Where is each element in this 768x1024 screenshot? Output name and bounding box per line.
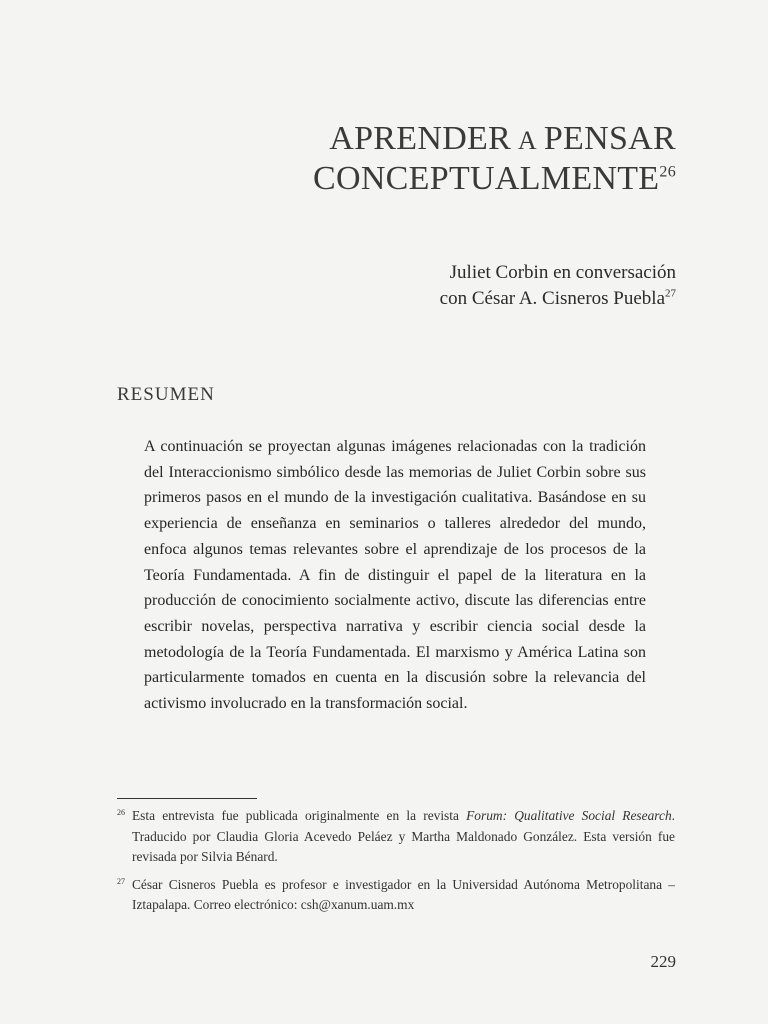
title-word-pensar: PENSAR [543,120,676,157]
title-line-1 [313,120,676,160]
section-heading-resumen: RESUMEN [117,384,215,405]
title-word-a: A [517,126,537,155]
footnote-text: Esta entrevista fue publicada originalmente en la revista Forum: Qualitative Social Research. Traducido por Claudia Gloria Acevedo Peláez y Martha Maldonado González. Esta versión fue revisada por Silvia Bénard. [132,808,675,864]
journal-title: Forum: Qualitative Social Research [466,808,672,823]
page-number: 229 [650,952,676,971]
byline [440,260,676,312]
title-line-2 [313,160,676,198]
footnote-mark: 27 [117,876,125,886]
title-word-conceptualmente: CONCEPTUALMENTE [313,160,660,197]
footnote-mark: 26 [117,808,125,817]
title-word-aprender: APRENDER [329,120,512,157]
byline-line-2: con César A. Cisneros Puebla$^{27}$ [439,287,676,309]
footnote-divider [117,798,257,799]
footnote-text: César Cisneros Puebla es profesor e investigador en la Universidad Autónoma Metropolitana – Iztapalapa. Correo electrónico: csh@xanum.uam.mx [132,876,675,912]
footnote-27 [117,875,675,916]
footnotes [117,806,675,923]
byline-footnote-ref[interactable]: 27 [665,287,676,300]
article-title [313,120,676,198]
title-footnote-ref[interactable]: 26 [659,163,676,181]
byline-line-1: Juliet Corbin en conversación [449,262,676,283]
abstract-paragraph: A continuación se proyectan algunas imágenes relacionadas con la tradición del Interaccionismo simbólico desde las memorias de Juliet Corbin sobre sus primeros pasos en el mundo de la investigación cualitativa. Basándose en su experiencia de enseñanza en seminarios o talleres alrededor del mundo, enfoca algunos temas relevantes sobre el aprendizaje de los procesos de la Teoría Fundamentada. A fin de distinguir el papel de la literatura en la producción de conocimiento socialmente activo, discute las diferencias entre escribir novelas, perspectiva narrativa y escribir ciencia social desde la metodología de la Teoría Fundamentada. El marxismo y América Latina son particularmente tomados en cuenta en la discusión sobre la relevancia del activismo involucrado en la transformación social. [144,438,646,713]
footnote-26 [117,806,675,868]
